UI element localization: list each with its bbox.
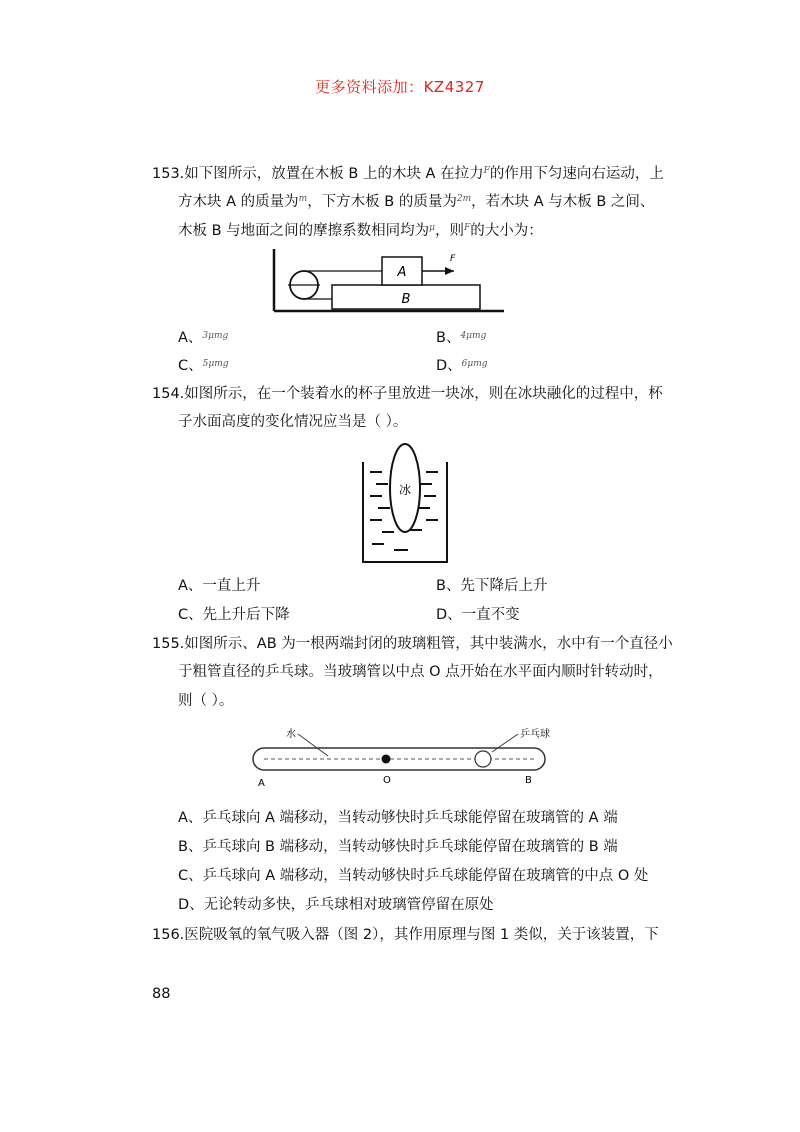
q153-mass2-symbol: 2m [456,194,472,204]
q153-text: 的大小为： [470,223,543,239]
q153-option-a[interactable] [178,326,228,348]
q153-force-symbol: F [483,166,490,176]
q153-text: ，若木块 A 与木板 B 之间、 [471,194,655,210]
option-expr: 4μmg [460,331,487,341]
q154-option-a[interactable]: A、一直上升 [178,578,261,594]
q153-label-f: F [450,254,456,264]
q154-line-1: 154.如图所示，在一个装着水的杯子里放进一块冰，则在冰块融化的过程中，杯 [152,386,663,402]
q155-end-a-label: A [258,778,265,789]
option-letter: C、 [178,358,203,374]
q155-ping-pong-ball [475,751,491,767]
q155-line-1: 155.如图所示、AB 为一根两端封闭的玻璃粗管，其中装满水，水中有一个直径小 [152,636,673,652]
q155-water-label: 水 [286,729,296,740]
q154-option-b[interactable]: B、先下降后上升 [436,578,548,594]
q153-text: 的作用下匀速向右运动，上 [489,166,664,182]
q153-text: ，则 [435,223,465,239]
q153-text: 153.如下图所示，放置在木板 B 上的木块 A 在拉力 [152,166,484,182]
q155-option-d[interactable]: D、无论转动多快，乒乓球相对玻璃管停留在原处 [178,897,494,913]
q155-option-a[interactable]: A、乒乓球向 A 端移动，当转动够快时乒乓球能停留在玻璃管的 A 端 [178,810,618,826]
q154-option-d[interactable]: D、一直不变 [436,607,520,623]
q155-line-2: 于粗管直径的乒乓球。当玻璃管以中点 O 点开始在水平面内顺时针转动时， [178,664,663,680]
q155-option-b[interactable]: B、乒乓球向 B 端移动，当转动够快时乒乓球能停留在玻璃管的 B 端 [178,839,618,855]
q153-option-c[interactable] [178,354,229,376]
option-expr: 3μmg [202,331,229,341]
q153-force-symbol: F [464,223,471,233]
q154-line-2: 子水面高度的变化情况应当是（ ）。 [178,414,408,430]
header-contact: 更多资料添加：KZ4327 [315,78,485,96]
q153-label-b: B [401,292,411,307]
q156-line-1: 156.医院吸氧的氧气吸入器（图 2），其作用原理与图 1 类似，关于该装置，下 [152,927,659,943]
q153-text: 木板 B 与地面之间的摩擦系数相同均为 [178,223,430,239]
q155-center-o-label: O [383,775,391,786]
q153-figure [268,247,508,319]
q153-mass-symbol: m [298,194,308,204]
option-expr: 5μmg [202,359,229,369]
option-letter: B、 [436,330,461,346]
page-number: 88 [152,986,171,1002]
q155-ball-label: 乒乓球 [520,729,550,740]
q153-line-1 [152,161,664,184]
q154-ice-label: 冰 [398,483,412,497]
q155-end-b-label: B [525,775,532,786]
q155-center-point [382,755,391,764]
q155-line-3: 则（ ）。 [178,693,234,709]
q153-mu-symbol: μ [429,223,436,233]
q155-figure [250,726,550,788]
q153-label-a: A [397,265,407,280]
q153-line-3 [178,218,543,241]
q154-figure [360,446,450,564]
q155-option-c[interactable]: C、乒乓球向 A 端移动，当转动够快时乒乓球能停留在玻璃管的中点 O 处 [178,868,649,884]
q153-option-d[interactable] [436,354,488,376]
option-letter: A、 [178,330,203,346]
q153-option-b[interactable] [436,326,486,348]
q153-line-2 [178,189,654,212]
option-letter: D、 [436,358,462,374]
option-expr: 6μmg [461,359,488,369]
q153-text: 方木块 A 的质量为 [178,194,299,210]
q154-option-c[interactable]: C、先上升后下降 [178,607,290,623]
arrow-head-icon [445,267,454,275]
q153-text: ，下方木板 B 的质量为 [307,194,457,210]
